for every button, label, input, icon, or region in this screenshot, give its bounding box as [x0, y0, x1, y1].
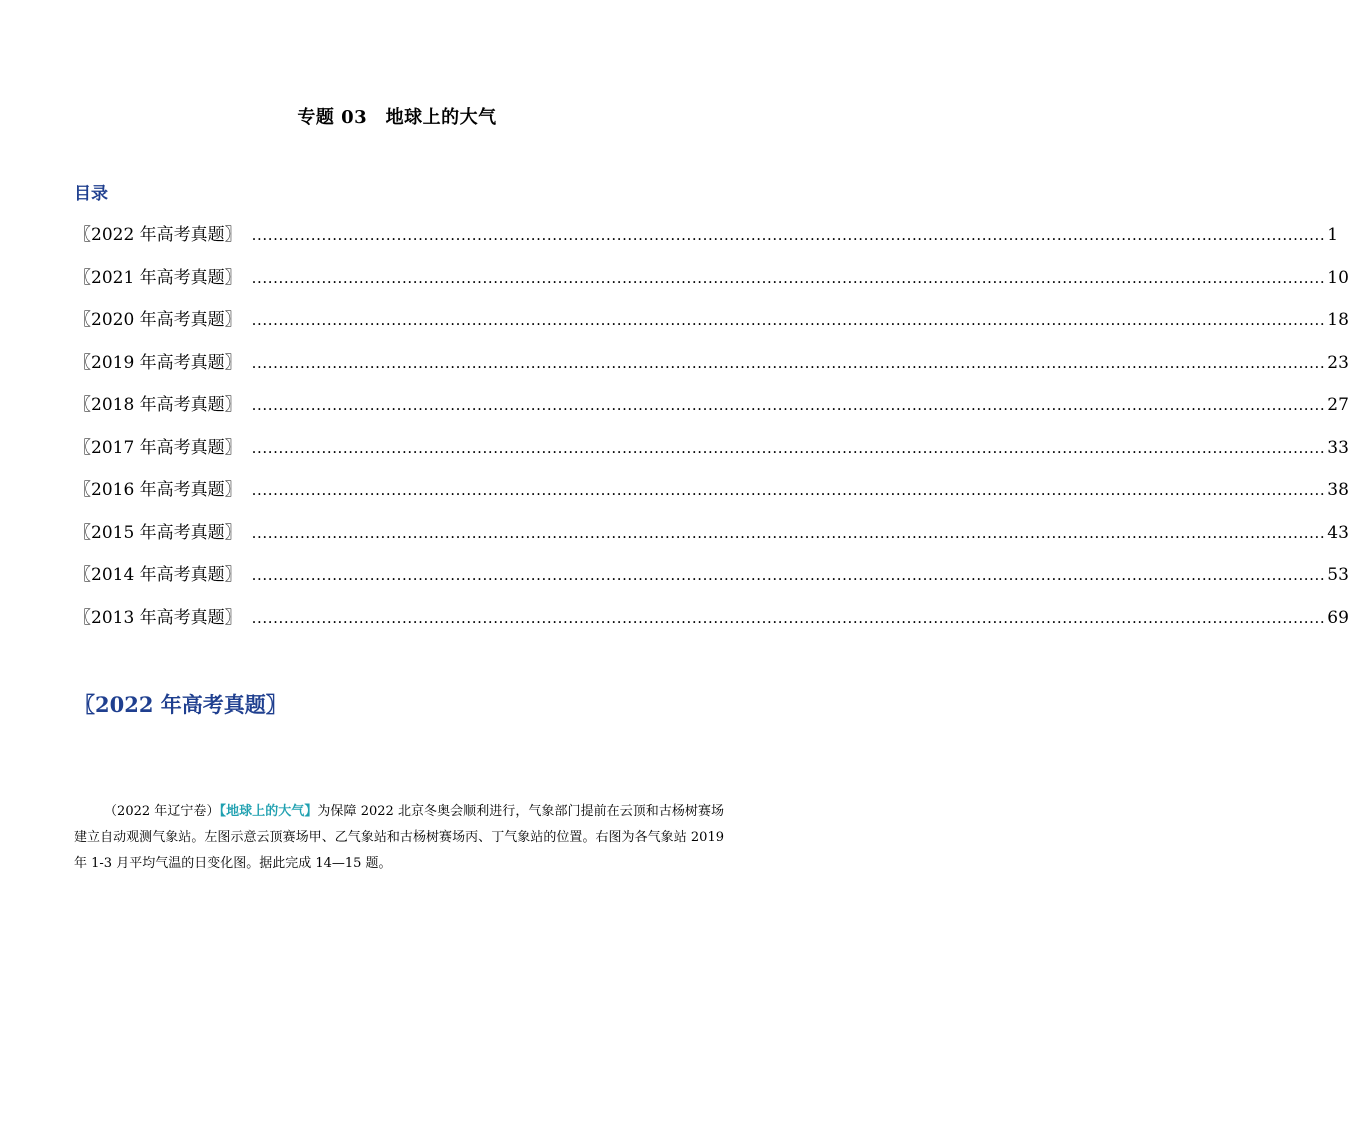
page-title: 专题 03 地球上的大气 — [297, 107, 497, 128]
toc-entry-page: 18 — [1327, 310, 1349, 330]
toc-entry-label: 〖2014 年高考真题〗 — [74, 565, 242, 585]
section-heading: 〖2022 年高考真题〗 — [74, 692, 287, 717]
toc-dot-leader: ........................................................................................................................................................................................................ — [251, 268, 1326, 287]
toc-entry[interactable] — [74, 390, 1349, 433]
toc-entry-page: 27 — [1327, 395, 1349, 415]
toc-entry[interactable] — [74, 263, 1349, 306]
toc-dot-leader: ........................................................................................................................................................................................................ — [251, 438, 1326, 457]
toc-entry-page: 23 — [1327, 352, 1349, 373]
toc-entry-label: 〖2021 年高考真题〗 — [74, 267, 242, 288]
toc-dot-leader: ........................................................................................................................................................................................................ — [251, 608, 1326, 627]
toc-dot-leader: ........................................................................................................................................................................................................ — [251, 523, 1326, 542]
toc-entry-page: 1 — [1327, 225, 1339, 245]
table-of-contents — [74, 220, 1349, 645]
toc-entry-page: 53 — [1327, 565, 1349, 585]
toc-dot-leader: ........................................................................................................................................................................................................ — [251, 396, 1326, 414]
toc-entry-page: 69 — [1327, 607, 1349, 628]
question-topic-tag: 【地球上的大气】 — [219, 804, 318, 819]
toc-dot-leader: ........................................................................................................................................................................................................ — [251, 566, 1326, 584]
toc-entry[interactable] — [74, 475, 1349, 518]
toc-entry-label: 〖2019 年高考真题〗 — [74, 352, 242, 373]
toc-entry[interactable] — [74, 518, 1349, 561]
toc-entry-label: 〖2022 年高考真题〗 — [74, 225, 242, 245]
question-source: （2022 年辽宁卷） — [104, 804, 220, 819]
question-intro — [74, 799, 724, 877]
toc-entry[interactable] — [74, 220, 1339, 263]
toc-heading: 目录 — [74, 184, 108, 204]
toc-entry-label: 〖2013 年高考真题〗 — [74, 607, 242, 628]
toc-entry-page: 43 — [1327, 522, 1349, 543]
toc-entry-label: 〖2015 年高考真题〗 — [74, 522, 242, 543]
toc-entry-page: 33 — [1327, 437, 1349, 458]
question-text: 为保障 2022 北京冬奥会顺利进行，气象部门提前在云顶和古杨树赛场建立自动观测气象站。左图示意云顶赛场甲、乙气象站和古杨树赛场丙、丁气象站的位置。右图为各气象站 2019 年 1-3 月平均气温的日变化图。据此完成 14—15 题。 — [74, 804, 724, 871]
toc-entry-label: 〖2016 年高考真题〗 — [74, 480, 242, 500]
toc-dot-leader: ........................................................................................................................................................................................................ — [251, 311, 1326, 329]
toc-entry[interactable] — [74, 603, 1349, 646]
toc-entry[interactable] — [74, 305, 1349, 348]
toc-entry[interactable] — [74, 348, 1349, 391]
toc-dot-leader: ........................................................................................................................................................................................................ — [251, 481, 1326, 499]
toc-entry[interactable] — [74, 433, 1349, 476]
toc-entry-label: 〖2020 年高考真题〗 — [74, 310, 242, 330]
toc-entry-label: 〖2018 年高考真题〗 — [74, 395, 242, 415]
toc-entry[interactable] — [74, 560, 1349, 603]
toc-dot-leader: ........................................................................................................................................................................................................ — [251, 226, 1326, 244]
toc-entry-label: 〖2017 年高考真题〗 — [74, 437, 242, 458]
toc-dot-leader: ........................................................................................................................................................................................................ — [251, 353, 1326, 372]
toc-entry-page: 38 — [1327, 480, 1349, 500]
toc-entry-page: 10 — [1327, 267, 1349, 288]
